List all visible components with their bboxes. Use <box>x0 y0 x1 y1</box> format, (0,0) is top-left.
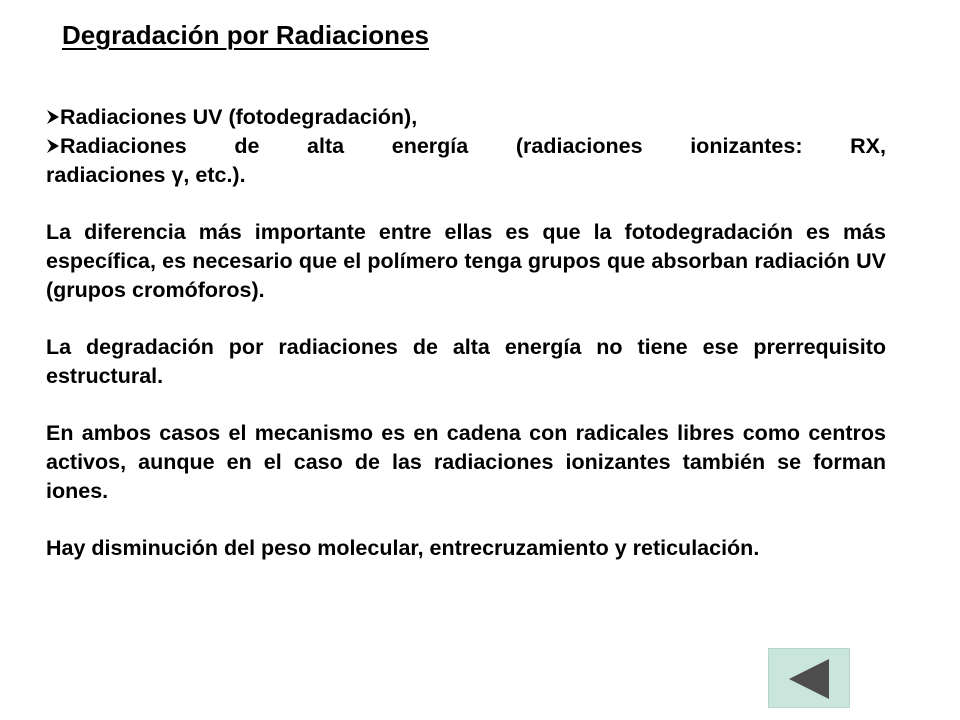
back-button[interactable] <box>768 648 850 708</box>
paragraph-high-energy: La degradación por radiaciones de alta energía no tiene ese prerrequisito estructural. <box>46 335 886 388</box>
bullet-item-uv <box>46 103 886 132</box>
paragraph-difference: La diferencia más importante entre ellas es que la fotodegradación es más específica, es necesario que el polímero tenga grupos que absorban radiación UV (grupos cromóforos). <box>46 220 886 302</box>
slide-content <box>46 103 886 563</box>
page-title: Degradación por Radiaciones <box>62 20 429 50</box>
paragraph-mechanism: En ambos casos el mecanismo es en cadena con radicales libres como centros activos, aunque en el caso de las radiaciones ionizantes también se forman iones. <box>46 421 886 503</box>
bullet-text: Radiaciones UV (fotodegradación), <box>60 105 418 129</box>
arrow-bullet-icon <box>46 109 60 125</box>
arrow-bullet-icon <box>46 138 60 154</box>
bullet-item-high-energy-line2 <box>46 161 886 190</box>
bullet-text: radiaciones γ, etc.). <box>46 163 246 187</box>
triangle-left-icon <box>787 658 831 700</box>
bullet-text: Radiaciones de alta energía (radiaciones ionizantes: RX, <box>60 134 886 158</box>
bullet-item-high-energy-line1 <box>46 132 886 161</box>
paragraph-effects: Hay disminución del peso molecular, entrecruzamiento y reticulación. <box>46 536 760 560</box>
